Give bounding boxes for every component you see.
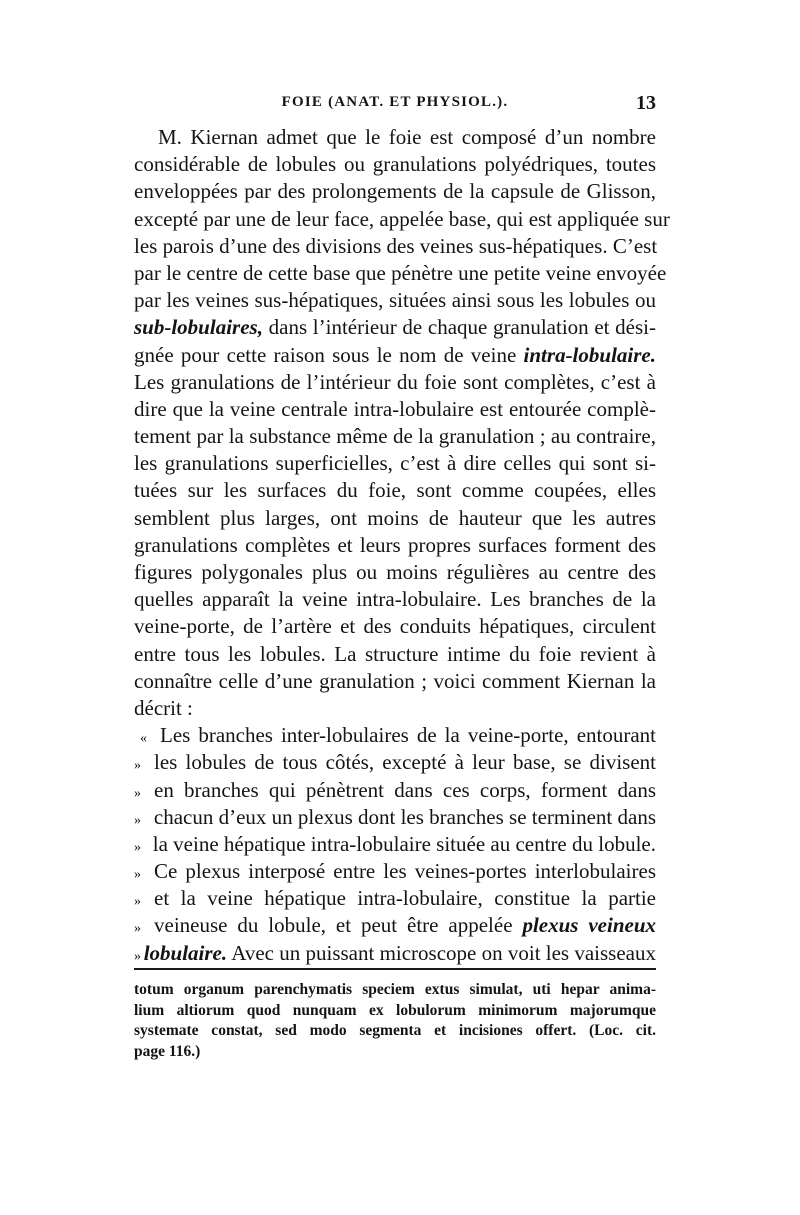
quote-text: chacun d’eux un plexus dont les branches se terminent dans	[153, 804, 656, 829]
block-quote	[134, 722, 656, 967]
quote-mark: »	[134, 867, 141, 883]
quote-text: la veine hépatique intra-lobulaire située au centre du lobule.	[152, 831, 656, 856]
text-span: veineuse du lobule, et peut être appelée	[154, 913, 523, 938]
text-line: les parois d’une des divisions des veines sus-hépatiques. C’est	[134, 233, 658, 258]
quote-mark: »	[134, 785, 141, 801]
footnote-line: lium altiorum quod nunquam ex lobulorum minimorum majorumque	[134, 1001, 656, 1019]
quote-text: Ce plexus interposé entre les veines-portes interlobulaires	[154, 859, 656, 884]
quote-mark: »	[134, 948, 141, 964]
quote-text: Les branches inter-lobulaires de la veine-porte, entourant	[160, 723, 656, 748]
quote-line	[134, 912, 656, 939]
text-line: considérable de lobules ou granulations polyédriques, toutes	[134, 152, 656, 177]
text-line: tuées sur les surfaces du foie, sont comme coupées, elles	[134, 478, 656, 503]
quote-text	[154, 912, 656, 939]
text-line: quelles apparaît la veine intra-lobulaire. Les branches de la	[134, 587, 656, 612]
quote-text	[144, 940, 656, 967]
quote-line	[134, 940, 656, 967]
quote-mark: «	[140, 731, 147, 747]
quote-line	[134, 777, 656, 804]
text-line: connaître celle d’une granulation ; voici comment Kiernan la	[134, 668, 656, 693]
text-line: M. Kiernan admet que le foie est composé d’un nombre	[158, 125, 656, 149]
running-title: FOIE (ANAT. ET PHYSIOL.).	[281, 94, 509, 110]
text-line: granulations complètes et leurs propres surfaces forment des	[134, 532, 656, 557]
running-head	[134, 94, 656, 124]
text-line	[134, 314, 656, 341]
footnote-rule	[134, 968, 656, 970]
text-span: gnée pour cette raison sous le nom de veine	[134, 342, 524, 367]
quote-mark: »	[134, 921, 141, 937]
text-line: excepté par une de leur face, appelée base, qui est appliquée sur	[134, 206, 670, 231]
text-line	[134, 342, 656, 369]
text-span: dans l’intérieur de chaque granulation et dési-	[262, 315, 656, 340]
quote-mark: »	[134, 812, 141, 828]
italic-term: intra-lobulaire.	[523, 342, 656, 367]
italic-term: lobulaire.	[143, 940, 228, 965]
quote-text: les lobules de tous côtés, excepté à leur base, se divisent	[154, 750, 656, 775]
quote-line	[134, 749, 656, 776]
footnote-line: page 116.)	[134, 1042, 201, 1060]
quote-mark: »	[134, 758, 141, 774]
main-text	[134, 124, 670, 967]
text-span: Avec un puissant microscope on voit les vaisseaux	[227, 940, 656, 965]
quote-line	[134, 831, 656, 858]
footnote-line: systemate constat, sed modo segmenta et incisiones offert. (Loc. cit.	[134, 1022, 656, 1039]
quote-line	[134, 885, 656, 912]
quote-line	[134, 858, 656, 885]
text-line: tement par la substance même de la granulation ; au contraire,	[134, 424, 656, 449]
quote-mark: »	[134, 894, 141, 910]
footnote-line: totum organum parenchymatis speciem extus simulat, uti hepar anima-	[134, 981, 656, 998]
quote-mark: »	[134, 839, 141, 855]
italic-term: sub-lobulaires,	[134, 315, 263, 340]
text-line: dire que la veine centrale intra-lobulaire est entourée complè-	[134, 396, 656, 421]
quote-line	[134, 804, 656, 831]
text-line: semblent plus larges, ont moins de hauteur que les autres	[134, 505, 656, 530]
page-number: 13	[636, 92, 656, 114]
italic-term: plexus veineux	[522, 913, 657, 938]
text-line: enveloppées par des prolongements de la capsule de Glisson,	[134, 179, 656, 204]
text-line: les granulations superficielles, c’est à dire celles qui sont si-	[134, 451, 656, 476]
text-line: entre tous les lobules. La structure intime du foie revient à	[134, 641, 656, 666]
text-line: veine-porte, de l’artère et des conduits hépatiques, circulent	[134, 614, 656, 639]
text-line: figures polygonales plus ou moins régulières au centre des	[134, 560, 656, 584]
quote-text: et la veine hépatique intra-lobulaire, constitue la partie	[154, 886, 656, 911]
text-line: par les veines sus-hépatiques, situées ainsi sous les lobules ou	[134, 288, 656, 313]
text-line: Les granulations de l’intérieur du foie sont complètes, c’est à	[134, 369, 656, 394]
text-line: décrit :	[134, 695, 193, 720]
quote-text: en branches qui pénètrent dans ces corps, forment dans	[154, 777, 656, 802]
footnote	[134, 980, 656, 1062]
quote-line	[134, 722, 656, 749]
text-line: par le centre de cette base que pénètre une petite veine envoyée	[134, 260, 667, 285]
